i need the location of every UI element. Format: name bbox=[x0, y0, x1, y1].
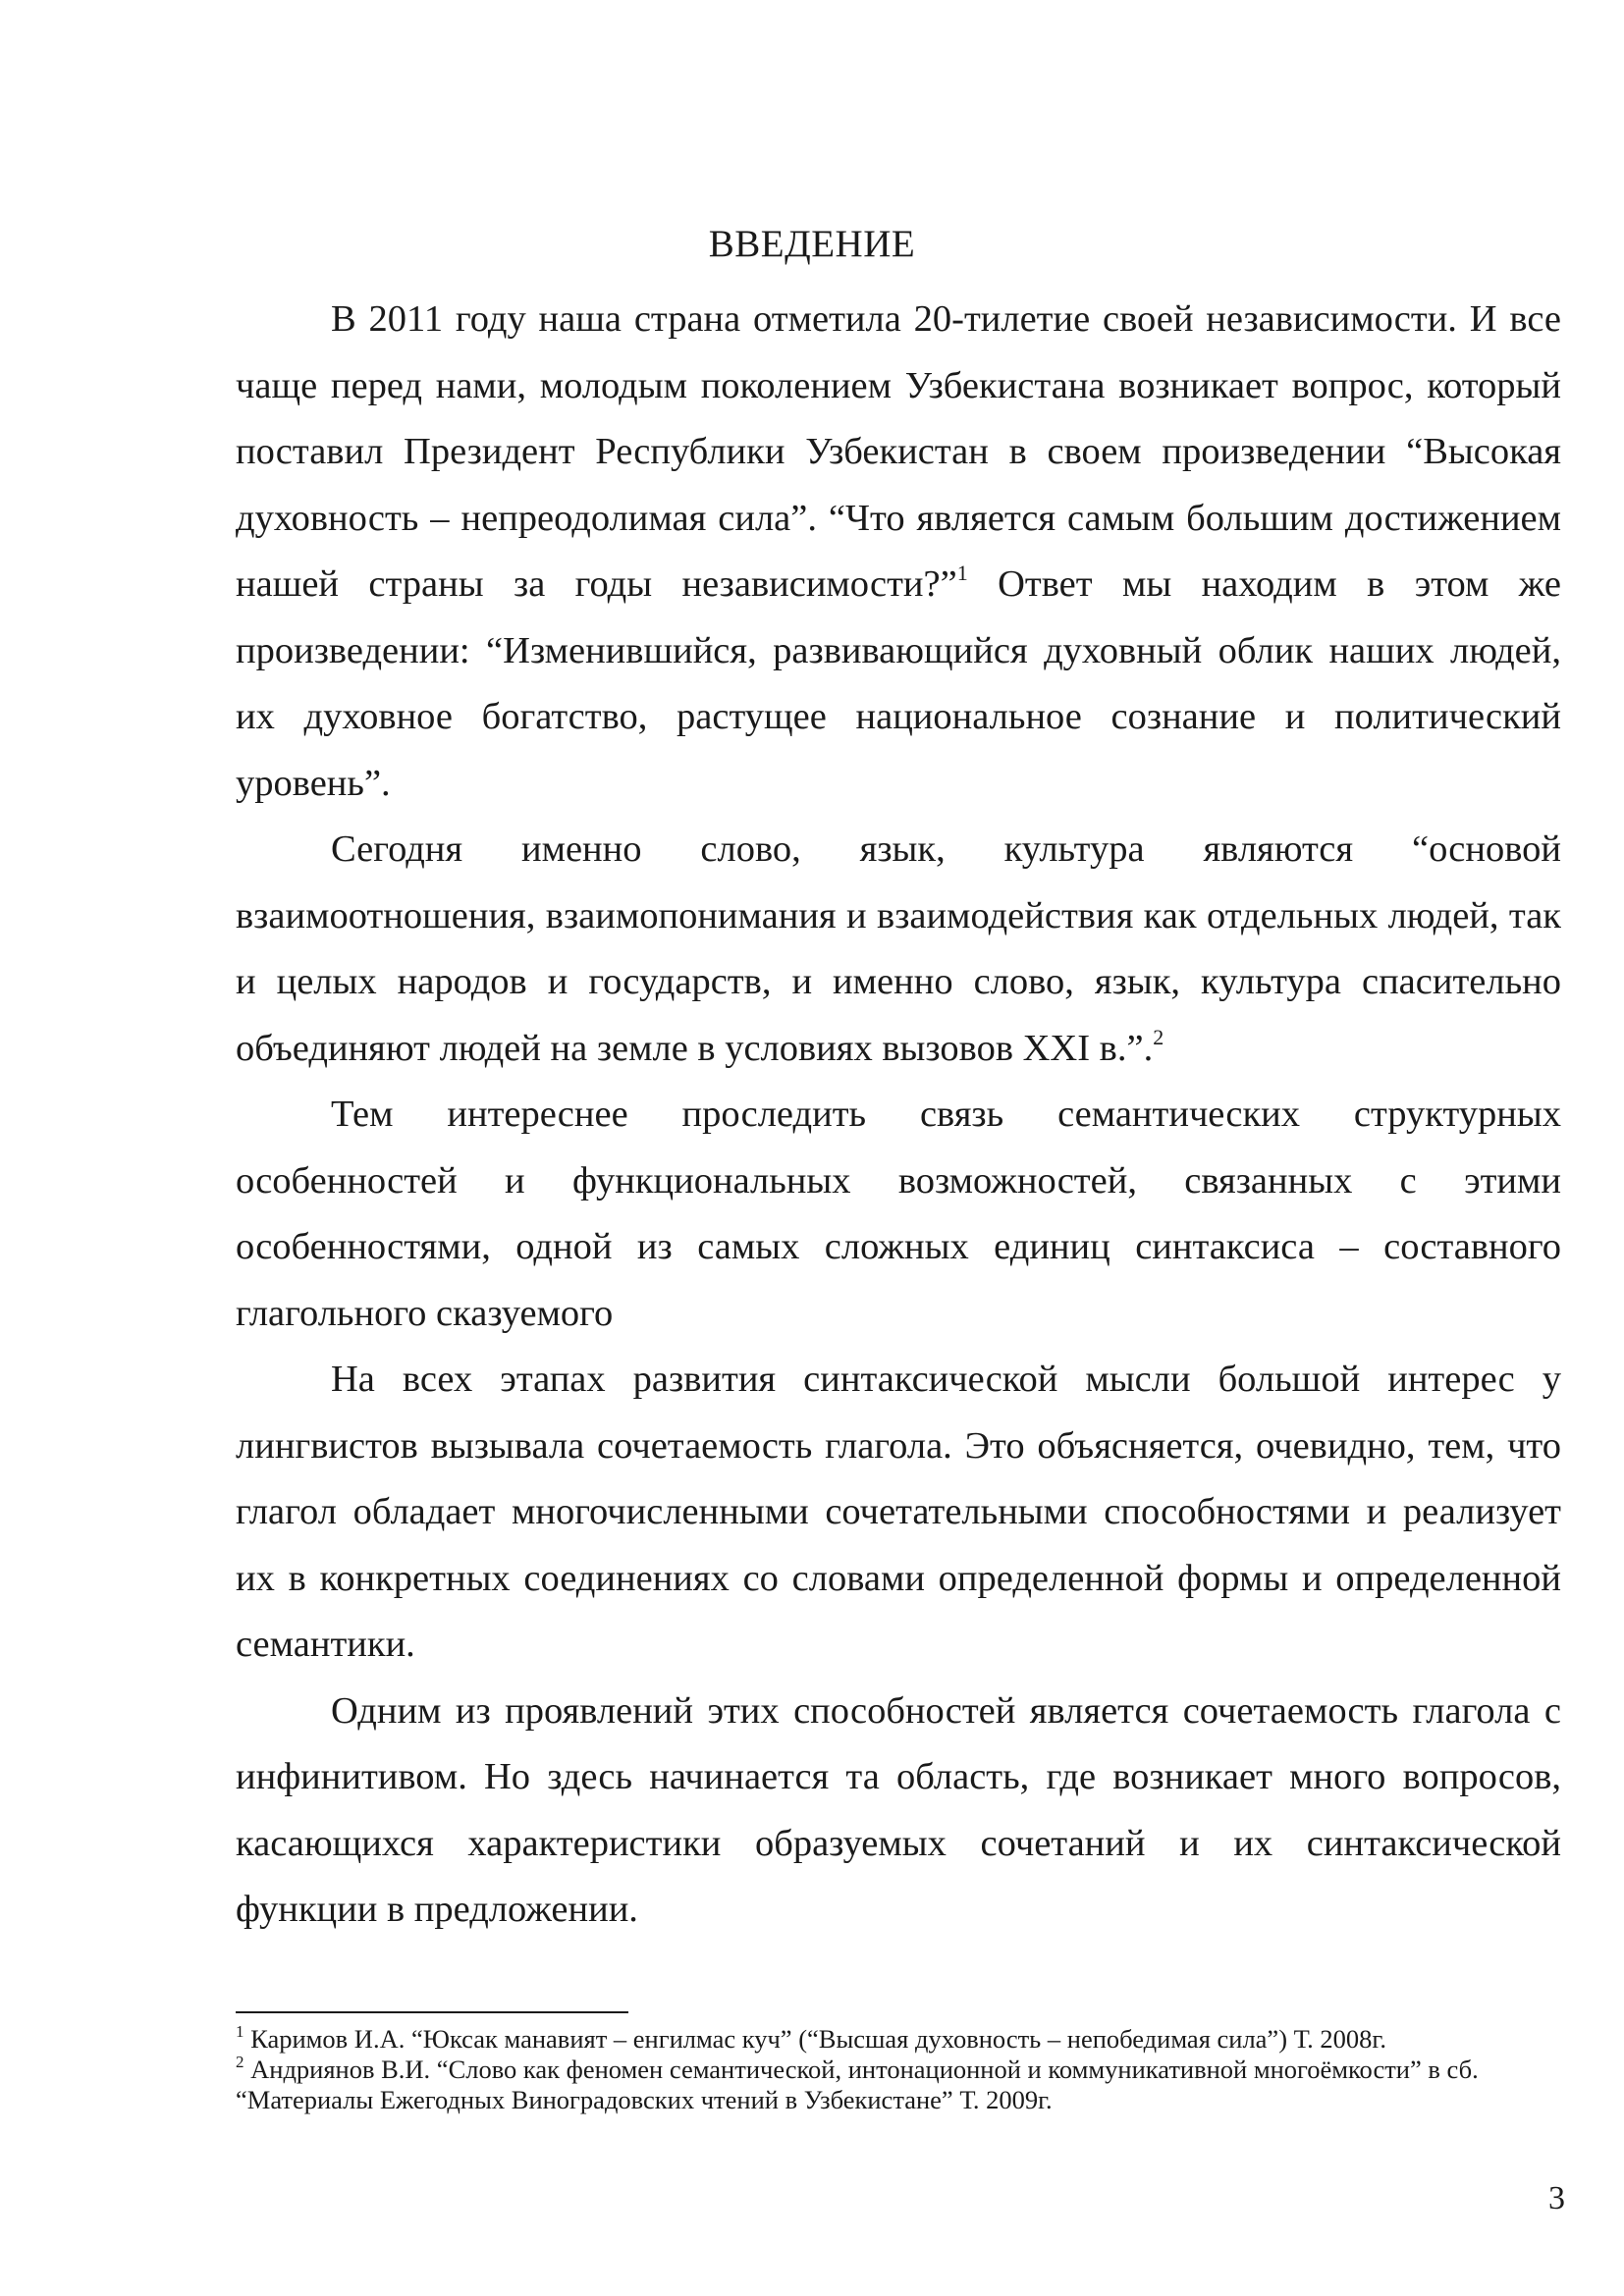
footnote-1-number: 1 bbox=[236, 2022, 244, 2042]
page-title: ВВЕДЕНИЕ bbox=[708, 223, 916, 265]
paragraph-2 bbox=[236, 817, 1561, 1082]
paragraph-5-text: Одним из проявлений этих способностей является сочетаемость глагола с инфинитивом. Но здесь начинается та область, где возникает много вопросов, касающихся характеристики образуемых сочетаний и их синтаксической функции в предложении. bbox=[236, 1689, 1561, 1930]
footnote-ref-1[interactable]: 1 bbox=[956, 561, 968, 586]
paragraph-5 bbox=[236, 1679, 1561, 1944]
footnote-2-number: 2 bbox=[236, 2053, 244, 2072]
footnote-separator bbox=[236, 2011, 628, 2013]
paragraph-4 bbox=[236, 1347, 1561, 1679]
paragraph-3 bbox=[236, 1082, 1561, 1347]
paragraph-4-text: На всех этапах развития синтаксической мысли большой интерес у лингвистов вызывала сочетаемость глагола. Это объясняется, очевидно, тем, что глагол обладает многочисленными сочетательными способностями и реализует их в конкретных соединениях со словами определенной формы и определенной семантики. bbox=[236, 1359, 1561, 1665]
footnote-2-text: Андриянов В.И. “Слово как феномен семантической, интонационной и коммуникативной многоёмкости” в сб. “Материалы Ежегодных Виноградовских чтений в Узбекистане” Т. 2009г. bbox=[236, 2055, 1479, 2114]
paragraph-1 bbox=[236, 287, 1561, 817]
page-number: 3 bbox=[1548, 2180, 1565, 2216]
footnote-2 bbox=[236, 2055, 1561, 2115]
footnote-1-text: Каримов И.А. “Юксак манавият – енгилмас куч” (“Высшая духовность – непобедимая сила”) Т. 2008г. bbox=[244, 2024, 1386, 2054]
paragraph-1-continuation: Ответ мы находим в этом же произведении: “Изменившийся, развивающийся духовный облик наших людей, их духовное богатство, растущее национальное сознание и политический уровень”. bbox=[236, 563, 1561, 804]
paragraph-1-text: В 2011 году наша страна отметила 20-тилетие своей независимости. И все чаще перед нами, молодым поколением Узбекистана возникает вопрос, который поставил Президент Республики Узбекистан в своем произведении “Высокая духовность – непреодолимая сила”. “Что является самым большим достижением нашей страны за годы независимости?” bbox=[236, 298, 1561, 605]
body-text bbox=[236, 287, 1561, 1944]
paragraph-2-text: Сегодня именно слово, язык, культура являются “основой взаимоотношения, взаимопонимания и взаимодействия как отдельных людей, так и целых народов и государств, и именно слово, язык, культура спасительно объединяют людей на земле в условиях вызовов XXI в.”. bbox=[236, 828, 1561, 1069]
paragraph-3-text: Тем интереснее проследить связь семантических структурных особенностей и функциональных возможностей, связанных с этими особенностями, одной из самых сложных единиц синтаксиса – составного глагольного сказуемого bbox=[236, 1094, 1561, 1334]
footnote-ref-2[interactable]: 2 bbox=[1153, 1024, 1164, 1049]
footnotes bbox=[236, 2024, 1561, 2115]
footnote-1 bbox=[236, 2024, 1561, 2055]
